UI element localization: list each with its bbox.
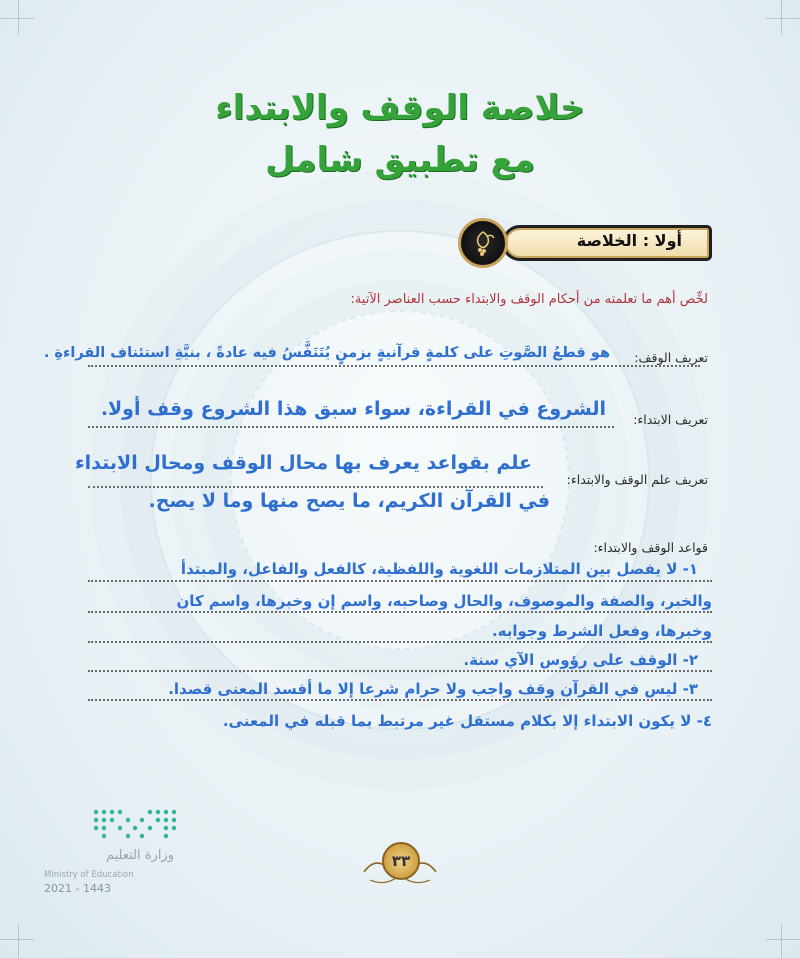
rule-line-4: ٢- الوقف على رؤوس الآي سنة.: [463, 651, 698, 669]
rule-dotted-line: [88, 641, 712, 643]
answer-dotted-line: [88, 426, 614, 428]
instruction-text: لخِّص أهم ما تعلمته من أحكام الوقف والابتداء حسب العناصر الآتية:: [350, 292, 708, 307]
definition-label-ibtida: تعريف الابتداء:: [633, 412, 708, 427]
page-number: ٣٣: [382, 842, 420, 880]
rule-line-2: والخبر، والصفة والموصوف، والحال وصاحبه، واسم إن وخبرها، واسم كان: [176, 592, 712, 610]
section-banner-label: أولا : الخلاصة: [576, 231, 682, 250]
ministry-dots-icon: [90, 806, 180, 840]
vine-ornament-icon: [458, 218, 508, 268]
answer-ilm-line2: في القرآن الكريم، ما يصح منها وما لا يصح.: [148, 490, 550, 512]
page-subtitle: مع تطبيق شامل: [265, 140, 535, 180]
crop-mark: [18, 924, 19, 958]
answer-ilm-line1: علم بقواعد يعرف بها محال الوقف ومحال الابتداء: [74, 452, 532, 474]
rule-line-1: ١- لا يفصل بين المتلازمات اللغوية واللفظية، كالفعل والفاعل، والمبتدأ: [180, 560, 698, 578]
rule-line-5: ٣- ليس في القرآن وقف واجب ولا حرام شرعا إلا ما أفسد المعنى قصدا.: [168, 680, 698, 698]
page-number-ornament: [360, 836, 440, 888]
ministry-logo: [44, 806, 194, 896]
crop-mark: [18, 0, 19, 34]
crop-mark: [781, 0, 782, 34]
rule-dotted-line: [88, 611, 712, 613]
section-banner: [450, 218, 712, 268]
rule-line-6: ٤- لا يكون الابتداء إلا بكلام مستقل غير مرتبط بما قبله في المعنى.: [222, 712, 712, 730]
definition-label-waqf: تعريف الوقف:: [634, 350, 708, 365]
answer-dotted-line: [88, 486, 543, 488]
crop-mark: [766, 939, 800, 940]
crop-mark: [0, 939, 34, 940]
rule-dotted-line: [88, 580, 712, 582]
rule-dotted-line: [88, 670, 712, 672]
answer-waqf: هو قطعُ الصَّوتِ على كلمةٍ قرآنيةٍ بزمنٍ يُتَنَفَّسُ فيه عادةً ، بنيَّةِ استئناف القراءةِ .: [43, 345, 610, 361]
ministry-name-en: Ministry of Education: [44, 870, 134, 880]
definition-label-ilm: تعريف علم الوقف والابتداء:: [566, 472, 708, 487]
page-header: [0, 82, 800, 186]
rules-label: قواعد الوقف والابتداء:: [593, 540, 708, 555]
crop-mark: [0, 18, 34, 19]
crop-mark: [766, 18, 800, 19]
rule-line-3: وخبرها، وفعل الشرط وجوابه.: [491, 622, 712, 640]
edition-year: 2021 - 1443: [44, 882, 111, 895]
crop-mark: [781, 924, 782, 958]
ministry-name-ar: وزارة التعليم: [105, 848, 174, 863]
rule-dotted-line: [88, 699, 712, 701]
answer-ibtida: الشروع في القراءة، سواء سبق هذا الشروع وقف أولا.: [100, 398, 606, 420]
answer-dotted-line: [88, 365, 700, 367]
page-title: خلاصة الوقف والابتداء: [215, 88, 585, 128]
